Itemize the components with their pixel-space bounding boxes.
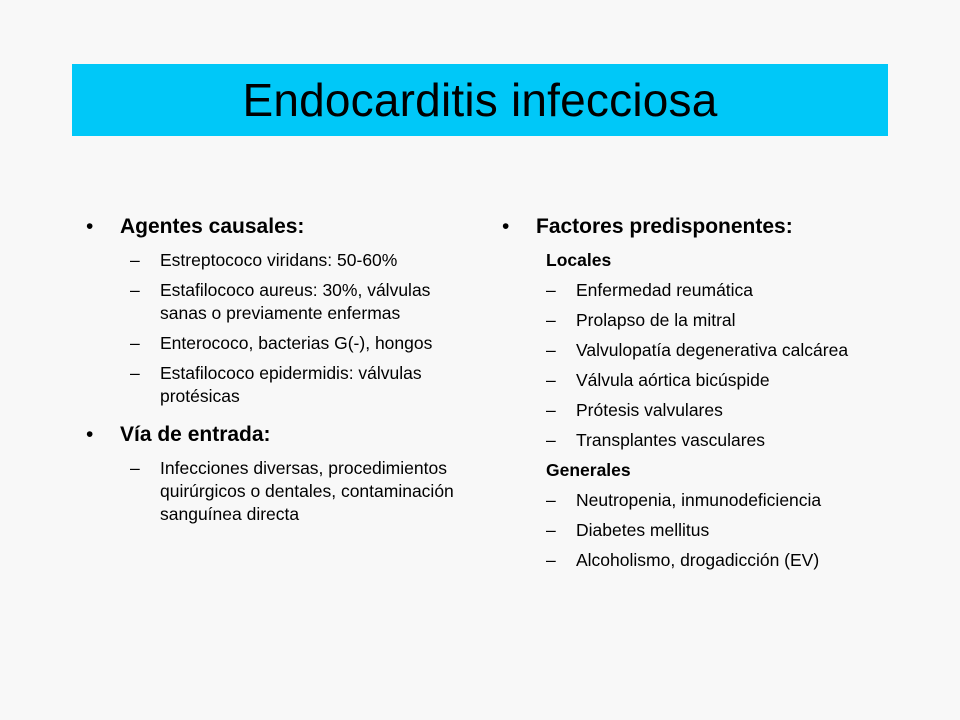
group-label-generales: Generales [546, 460, 631, 480]
list-item [500, 519, 920, 542]
left-column [84, 214, 464, 526]
dash-icon: – [546, 340, 556, 360]
heading-text: Vía de entrada: [120, 423, 271, 446]
list-item-text: Prótesis valvulares [576, 400, 723, 420]
list-item [84, 457, 464, 526]
list-item [500, 369, 920, 392]
dash-icon: – [546, 370, 556, 390]
dash-icon: – [546, 550, 556, 570]
list-item-text: Valvulopatía degenerativa calcárea [576, 340, 849, 360]
list-item-text: Enfermedad reumática [576, 280, 754, 300]
list-item-text: Estafilococo epidermidis: válvulas protésicas [160, 363, 422, 406]
list-item [500, 429, 920, 452]
group-label-locales: Locales [546, 250, 612, 270]
dash-icon: – [546, 520, 556, 540]
dash-icon: – [546, 490, 556, 510]
dash-icon: – [546, 430, 556, 450]
dash-icon: – [130, 250, 140, 270]
dash-icon: – [130, 333, 140, 353]
list-item [500, 279, 920, 302]
title-bar [72, 64, 888, 136]
dash-icon: – [546, 400, 556, 420]
heading-agentes-causales [84, 214, 464, 240]
dash-icon: – [546, 280, 556, 300]
list-item-text: Infecciones diversas, procedimientos quirúrgicos o dentales, contaminación sanguínea directa [160, 458, 454, 524]
list-item [84, 279, 464, 325]
heading-text: Factores predisponentes: [536, 215, 793, 238]
heading-via-de-entrada [84, 422, 464, 448]
bullet-icon: • [502, 215, 510, 238]
dash-icon: – [130, 458, 140, 478]
list-item [500, 549, 920, 572]
right-column [500, 214, 920, 572]
slide-title: Endocarditis infecciosa [242, 74, 718, 126]
bullet-icon: • [86, 215, 94, 238]
list-agentes-causales [84, 249, 464, 408]
list-item-text: Estreptococo viridans: 50-60% [160, 250, 398, 270]
list-item-text: Neutropenia, inmunodeficiencia [576, 490, 822, 510]
list-item [84, 332, 464, 355]
list-item [500, 309, 920, 332]
list-item [500, 399, 920, 422]
bullet-icon: • [86, 423, 94, 446]
list-item-text: Válvula aórtica bicúspide [576, 370, 770, 390]
list-item [84, 249, 464, 272]
list-item-text: Transplantes vasculares [576, 430, 766, 450]
list-item-text: Alcoholismo, drogadicción (EV) [576, 550, 820, 570]
list-generales [500, 489, 920, 572]
dash-icon: – [546, 310, 556, 330]
list-item-text: Diabetes mellitus [576, 520, 710, 540]
list-item [500, 339, 920, 362]
list-via-de-entrada [84, 457, 464, 526]
heading-factores-predisponentes [500, 214, 920, 240]
list-item-text: Estafilococo aureus: 30%, válvulas sanas o previamente enfermas [160, 280, 431, 323]
list-item-text: Prolapso de la mitral [576, 310, 736, 330]
list-locales [500, 279, 920, 452]
list-item-text: Enterococo, bacterias G(-), hongos [160, 333, 433, 353]
dash-icon: – [130, 363, 140, 383]
heading-text: Agentes causales: [120, 215, 305, 238]
list-item [500, 489, 920, 512]
dash-icon: – [130, 280, 140, 300]
list-item [84, 362, 464, 408]
